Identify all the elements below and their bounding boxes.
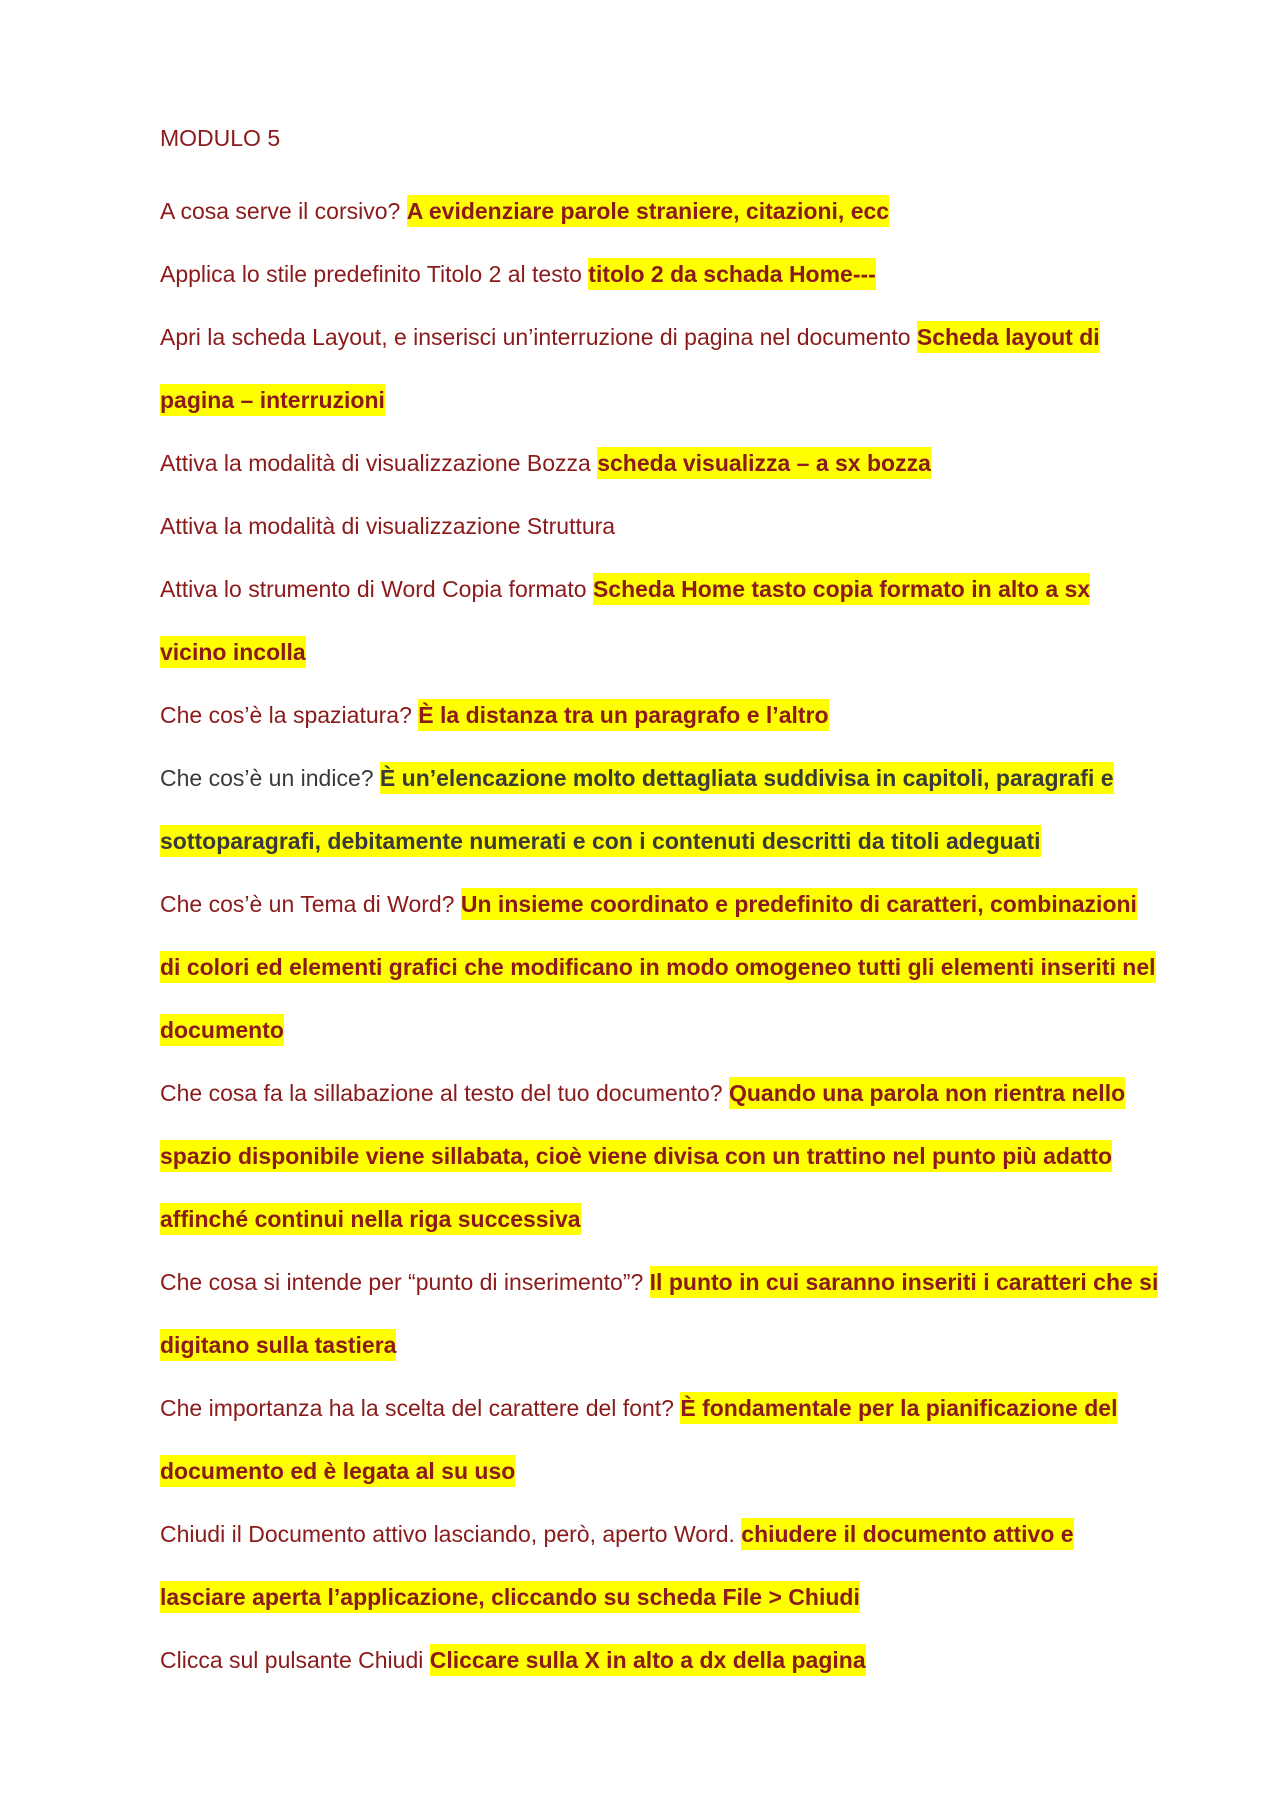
question-4: Attiva la modalità di visualizzazione Bozza	[160, 450, 591, 476]
answer-13: chiudere il documento attivo e lasciare aperta l’applicazione, cliccando su scheda File > Chiudi	[160, 1518, 1074, 1613]
question-8: Che cos’è un indice?	[160, 765, 374, 791]
answer-2: titolo 2 da schada Home---	[588, 258, 876, 290]
qa-item-9	[160, 851, 1160, 1062]
question-9: Che cos’è un Tema di Word?	[160, 891, 455, 917]
answer-11: Il punto in cui saranno inseriti i caratteri che si digitano sulla tastiera	[160, 1266, 1158, 1361]
answer-9: Un insieme coordinato e predefinito di caratteri, combinazioni di colori ed elementi grafici che modificano in modo omogeneo tutti gli elementi inseriti nel documento	[160, 888, 1156, 1046]
answer-4: scheda visualizza – a sx bozza	[597, 447, 931, 479]
question-5: Attiva la modalità di visualizzazione Struttura	[160, 513, 616, 539]
question-6: Attiva lo strumento di Word Copia formato	[160, 576, 587, 602]
answer-3: Scheda layout di pagina – interruzioni	[160, 321, 1100, 416]
document-page	[160, 118, 1160, 1692]
document-title: MODULO 5	[160, 125, 281, 151]
question-11: Che cosa si intende per “punto di inserimento”?	[160, 1269, 644, 1295]
answer-10: Quando una parola non rientra nello spazio disponibile viene sillabata, cioè viene divisa con un trattino nel punto più adatto affinché continui nella riga successiva	[160, 1077, 1125, 1235]
question-3: Apri la scheda Layout, e inserisci un’interruzione di pagina nel documento	[160, 324, 911, 350]
qa-item-8	[160, 725, 1160, 873]
answer-6: Scheda Home tasto copia formato in alto a sx vicino incolla	[160, 573, 1090, 668]
question-2: Applica lo stile predefinito Titolo 2 al testo	[160, 261, 582, 287]
question-14: Clicca sul pulsante Chiudi	[160, 1647, 424, 1673]
answer-12: È fondamentale per la pianificazione del documento ed è legata al su uso	[160, 1392, 1117, 1487]
question-13: Chiudi il Documento attivo lasciando, però, aperto Word.	[160, 1521, 735, 1547]
question-7: Che cos’è la spaziatura?	[160, 702, 412, 728]
question-1: A cosa serve il corsivo?	[160, 198, 401, 224]
question-12: Che importanza ha la scelta del carattere del font?	[160, 1395, 674, 1421]
qa-item-10	[160, 1040, 1160, 1251]
answer-14: Cliccare sulla X in alto a dx della pagina	[430, 1644, 866, 1676]
answer-7: È la distanza tra un paragrafo e l’altro	[418, 699, 828, 731]
question-10: Che cosa fa la sillabazione al testo del tuo documento?	[160, 1080, 723, 1106]
answer-8: È un’elencazione molto dettagliata suddivisa in capitoli, paragrafi e sottoparagrafi, debitamente numerati e con i contenuti descritti da titoli adeguati	[160, 762, 1114, 857]
answer-1: A evidenziare parole straniere, citazioni, ecc	[407, 195, 889, 227]
